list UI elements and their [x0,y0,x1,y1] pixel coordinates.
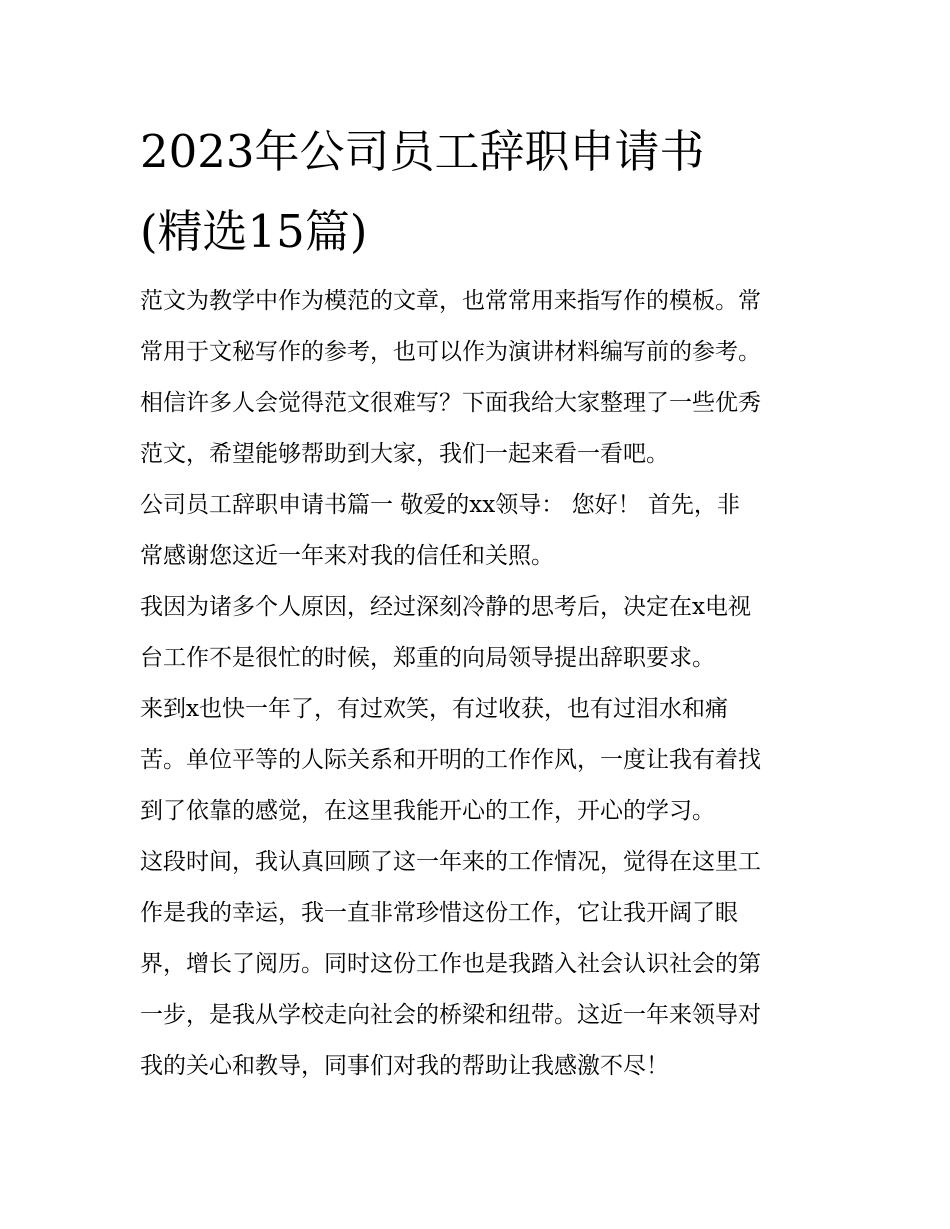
body-line: 相信许多人会觉得范文很难写？下面我给大家整理了一些优秀 [140,390,761,416]
body-line: 公司员工辞职申请书篇一 敬爱的xx领导： 您好！ 首先，非 [140,492,740,518]
body-line: 范文为教学中作为模范的文章，也常常用来指写作的模板。常 [140,288,761,314]
body-line: 苦。单位平等的人际关系和开明的工作作风，一度让我有着找 [140,747,761,773]
body-line: 常感谢您这近一年来对我的信任和关照。 [140,543,554,569]
document-body [140,276,820,1092]
document-title [140,112,840,272]
body-line: 一步，是我从学校走向社会的桥梁和纽带。这近一年来领导对 [140,1002,761,1028]
body-line: 常用于文秘写作的参考，也可以作为演讲材料编写前的参考。 [140,339,761,365]
body-line: 作是我的幸运，我一直非常珍惜这份工作，它让我开阔了眼 [140,900,738,926]
body-line: 范文，希望能够帮助到大家，我们一起来看一看吧。 [140,441,669,467]
title-line-1: 2023年公司员工辞职申请书 [140,125,705,178]
body-line: 我因为诸多个人原因，经过深刻冷静的思考后，决定在x电视 [140,594,751,620]
body-line: 台工作不是很忙的时候，郑重的向局领导提出辞职要求。 [140,645,715,671]
body-line: 来到x也快一年了，有过欢笑，有过收获，也有过泪水和痛 [140,696,728,722]
body-line: 这段时间，我认真回顾了这一年来的工作情况，觉得在这里工 [140,849,761,875]
body-line: 到了依靠的感觉，在这里我能开心的工作，开心的学习。 [140,798,715,824]
title-line-2: (精选15篇) [140,205,368,258]
body-line: 我的关心和教导，同事们对我的帮助让我感激不尽！ [140,1053,669,1079]
body-line: 界，增长了阅历。同时这份工作也是我踏入社会认识社会的第 [140,951,761,977]
